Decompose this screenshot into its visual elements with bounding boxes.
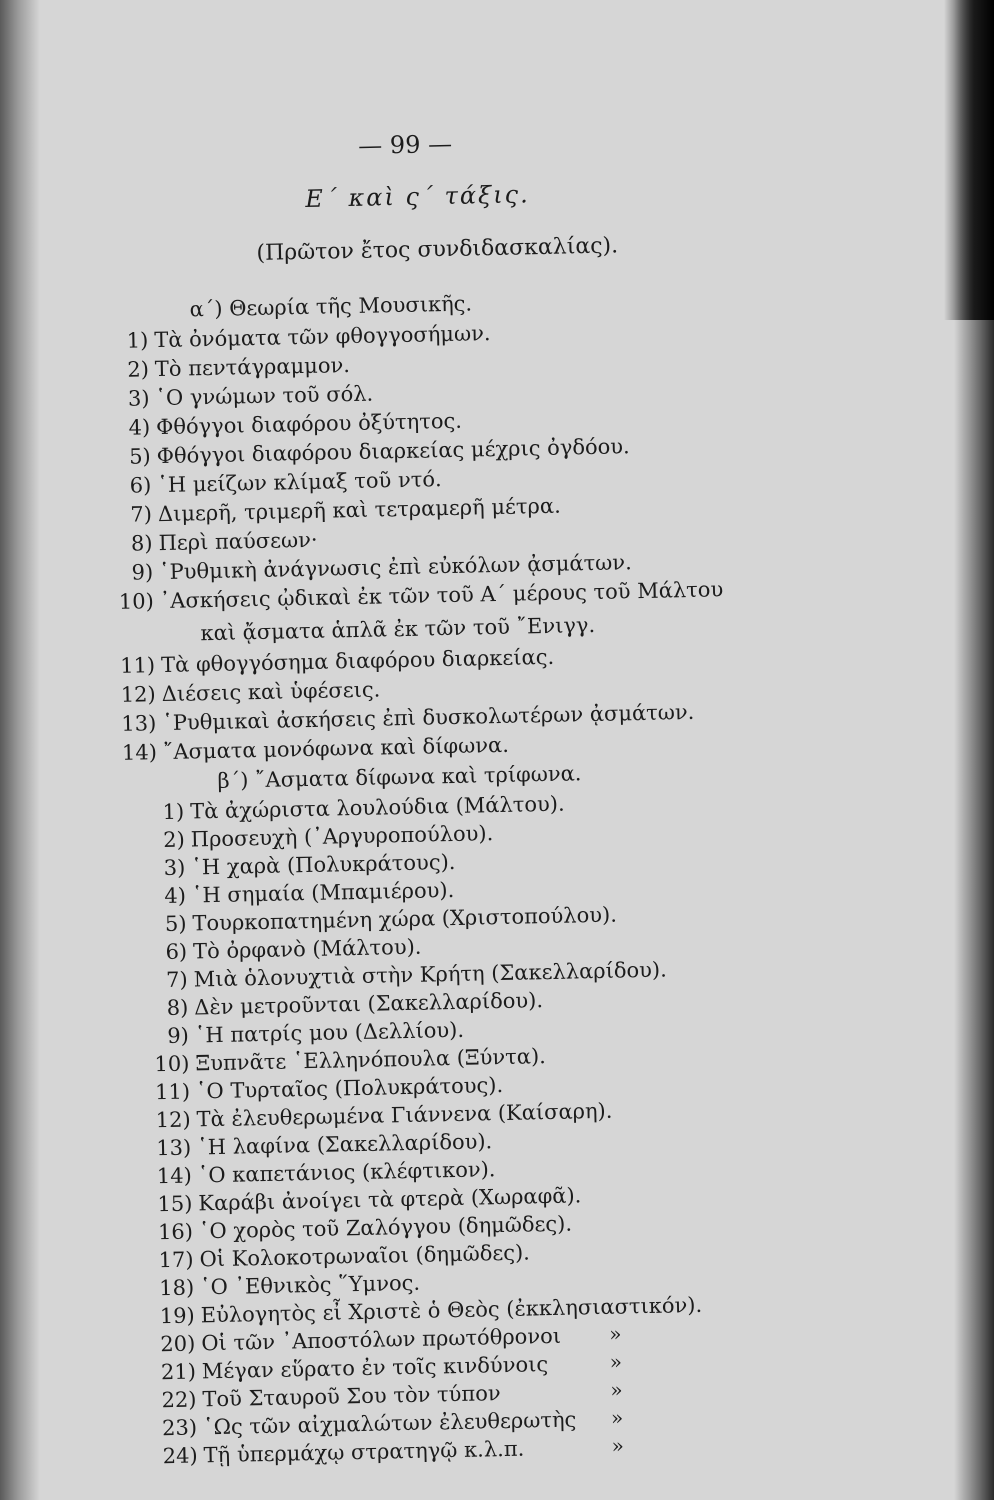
list-item (107, 644, 555, 679)
item-number: 23) (161, 1415, 198, 1441)
list-item (136, 791, 565, 826)
item-number: 6) (165, 939, 188, 965)
item-text: ῾Ρυθμικὴ ἀνάγνωσις ἐπὶ εὐκόλων ᾀσμάτων. (158, 550, 632, 585)
list-item-continuation (200, 612, 595, 646)
item-text: Φθόγγοι διαφόρου ὀξύτητος. (155, 408, 463, 440)
item-number: 8) (166, 995, 189, 1021)
page-number: — 99 — (357, 129, 453, 160)
list-item (141, 1017, 465, 1050)
item-number: 11) (154, 1079, 191, 1105)
item-number: 9) (131, 560, 154, 585)
item-number: 1) (126, 328, 149, 353)
item-text: Διμερῆ, τριμερῆ καὶ τετραμερῆ μέτρα. (157, 493, 561, 527)
list-item (103, 466, 442, 499)
item-text: ῾Η σημαία (Μπαμιέρου). (191, 877, 455, 908)
section-b-heading: β΄) ῎Ασματα δίφωνα καὶ τρίφωνα. (217, 761, 582, 793)
item-number: 8) (130, 531, 153, 556)
item-text: Ξυπνᾶτε ῾Ελληνόπουλα (Ξύντα). (195, 1044, 547, 1076)
ditto-mark: » (608, 1321, 622, 1346)
item-number: 3) (127, 386, 150, 411)
item-number: 7) (130, 502, 153, 527)
list-item (145, 1239, 530, 1273)
item-text: Τοῦ Σταυροῦ Σου τὸν τύπον (202, 1381, 501, 1412)
item-text: ῾Ο χορὸς τοῦ Ζαλόγγου (δημῶδες). (198, 1211, 573, 1244)
item-number: 3) (163, 855, 186, 881)
item-text: ῾Ρυθμικαὶ ἀσκήσεις ἐπὶ δυσκολωτέρων ᾀσμάτων. (162, 699, 695, 736)
list-item (138, 877, 455, 910)
item-text: ῾Η χαρὰ (Πολυκράτους). (191, 849, 456, 880)
item-number: 4) (164, 883, 187, 909)
item-text: Τουρκοπατημένη χώρα (Χριστοπούλου). (192, 902, 618, 936)
item-text: Τὰ ἐλευθερωμένα Γιάννενα (Καίσαρη). (196, 1098, 613, 1132)
item-number: 15) (157, 1191, 193, 1217)
item-text: Οἱ Κολοκοτρωναῖοι (δημῶδες). (199, 1240, 531, 1272)
item-number: 10) (154, 1051, 190, 1077)
item-number: 5) (164, 911, 187, 937)
item-text: ῾Ως τῶν αἰχμαλώτων ἐλευθερωτὴς (202, 1407, 577, 1440)
item-number: 18) (158, 1275, 195, 1301)
item-text: ῾Ο γνώμων τοῦ σόλ. (155, 381, 374, 411)
item-text: Οἱ τῶν ᾿Αποστόλων πρωτόθρονοι (201, 1323, 562, 1356)
item-number: 13) (156, 1135, 192, 1161)
item-text: Φθόγγοι διαφόρου διαρκείας μέχρις ὀγδόου. (156, 434, 630, 469)
item-text: Δὲν μετροῦνται (Σακελλαρίδου). (194, 988, 544, 1020)
section-a-heading: α΄) Θεωρία τῆς Μουσικῆς. (189, 291, 473, 322)
item-number: 24) (162, 1443, 198, 1469)
list-item (146, 1270, 420, 1302)
item-number: 19) (159, 1303, 195, 1329)
list-item (102, 408, 462, 442)
ditto-mark: » (611, 1433, 625, 1458)
item-text: Διέσεις καὶ ὑφέσεις. (161, 677, 381, 707)
ditto-mark: » (609, 1349, 623, 1374)
item-text: Εὐλογητὸς εἶ Χριστὲ ὁ Θεὸς (ἐκκλησιαστικόν). (200, 1292, 703, 1328)
item-text: ῾Η πατρίς μου (Δελλίου). (194, 1017, 465, 1048)
page-subtitle: (Πρῶτον ἔτος συνδιδασκαλίας). (256, 233, 619, 266)
item-text: ῾Η λαφίνα (Σακελλαρίδου). (196, 1129, 493, 1160)
item-number: 2) (127, 357, 150, 382)
page-title: Ε΄ καὶ ς΄ τάξις. (305, 180, 531, 213)
item-number: 7) (165, 967, 188, 993)
item-number: 10) (118, 589, 155, 614)
item-text: Τὰ ἀχώριστα λουλούδια (Μάλτου). (189, 791, 565, 824)
item-text: Τῇ ὑπερμάχῳ στρατηγῷ κ.λ.π. (203, 1436, 525, 1468)
item-number: 20) (160, 1331, 196, 1357)
list-item (139, 934, 422, 966)
list-item (109, 732, 509, 766)
item-text: Τὸ ὀρφανὸ (Μάλτου). (192, 934, 422, 964)
item-number: 21) (160, 1359, 197, 1385)
item-number: 22) (161, 1387, 197, 1413)
ditto-mark: » (610, 1377, 623, 1402)
item-text: Καράβι ἀνοίγει τὰ φτερὰ (Χωραφᾶ). (198, 1183, 582, 1216)
item-text: Τὰ ὀνόματα τῶν φθογγοσήμων. (154, 321, 491, 353)
list-item (100, 320, 491, 354)
list-item (107, 676, 380, 708)
item-number: 1) (162, 799, 185, 825)
list-item (104, 493, 561, 529)
item-text: ῾Ο καπετάνιος (κλέφτικον). (197, 1157, 496, 1188)
item-number: 14) (156, 1163, 193, 1189)
item-text: ῾Ο Τυρταῖος (Πολυκράτους). (195, 1072, 504, 1104)
item-number: 17) (158, 1247, 194, 1273)
list-item (149, 1436, 524, 1470)
item-number: 13) (121, 711, 157, 736)
item-text: ᾿Ασκήσεις ᾠδικαὶ ἐκ τῶν τοῦ Α΄ μέρους τοῦ Μάλτου (159, 577, 724, 614)
list-item (101, 381, 373, 413)
item-number: 11) (119, 653, 156, 678)
item-text: Τὰ φθογγόσημα διαφόρου διαρκείας. (160, 644, 555, 678)
item-text: ῾Ο ᾿Εθνικὸς ῞Υμνος. (199, 1270, 421, 1300)
item-number: 4) (128, 415, 151, 440)
item-number: 5) (128, 444, 151, 469)
item-text: καὶ ᾄσματα ἁπλᾶ ἐκ τῶν τοῦ ῎Ενιγγ. (200, 612, 596, 646)
item-text: ῎Ασματα μονόφωνα καὶ δίφωνα. (162, 732, 510, 765)
item-text: Μέγαν εὕρατο ἐν τοῖς κινδύνοις (201, 1352, 549, 1384)
item-number: 12) (155, 1107, 191, 1133)
list-item (104, 527, 317, 557)
list-item (137, 849, 456, 882)
item-text: Μιὰ ὁλονυχτιὰ στὴν Κρήτη (Σακελλαρίδου). (193, 957, 667, 992)
item-number: 2) (162, 827, 186, 853)
item-number: 16) (157, 1219, 194, 1245)
item-number: 9) (167, 1023, 190, 1049)
item-text: Περὶ παύσεων· (158, 527, 318, 556)
item-text: Τὸ πεντάγραμμον. (154, 353, 351, 382)
list-item (101, 352, 351, 383)
ditto-mark: » (610, 1405, 624, 1430)
item-text: Προσευχὴ (᾿Αργυροπούλου). (190, 821, 494, 852)
item-number: 14) (121, 740, 158, 765)
item-text: ῾Η μείζων κλίμαξ τοῦ ντό. (157, 467, 442, 498)
item-number: 12) (120, 682, 156, 707)
item-number: 6) (129, 473, 152, 498)
